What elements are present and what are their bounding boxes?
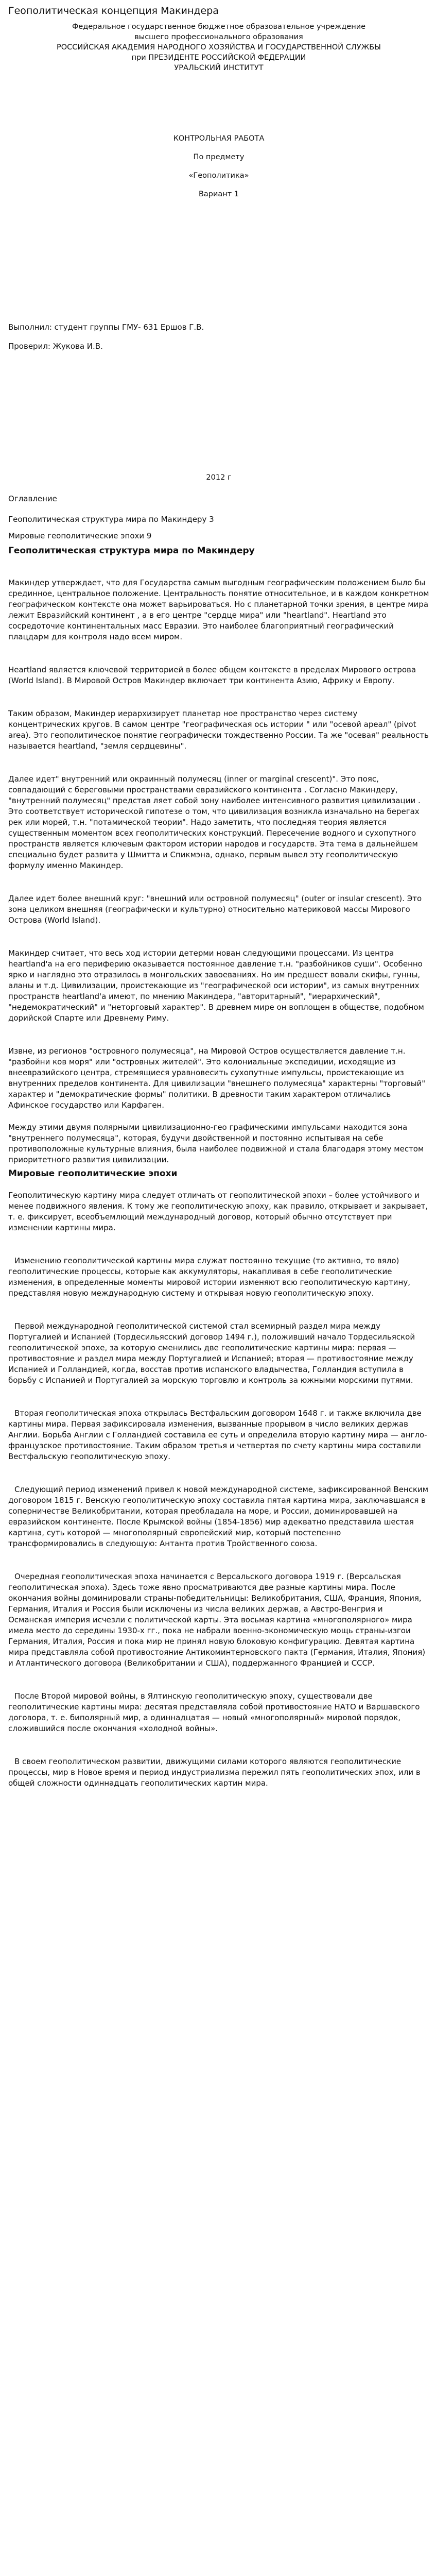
org-line: при ПРЕЗИДЕНТЕ РОССИЙСКОЙ ФЕДЕРАЦИИ <box>131 54 306 62</box>
work-type: КОНТРОЛЬНАЯ РАБОТА <box>173 134 265 143</box>
work-variant: Вариант 1 <box>198 190 239 198</box>
toc-heading: Оглавление <box>8 494 57 503</box>
paragraph: Очередная геополитическая эпоха начинается с Версальского договора 1919 г. (Версальская геополитическая эпоха). Здесь тоже явно просматриваются две разные картины мира. После окончания войны доминировали страны-победительницы: Великобритания, США, Франция, Япония, Германия, Италия и Россия были исключены из числа великих держав, а Австро-Венгрия и Османская империя исчезли с политической карты. Эта восьмая картина «многополярного» мира имела место до середины 1930-х гг., пока не набрали военно-экономическую мощь страны-изгои Германия, Италия, Россия и пока мир не принял новую блоковую конфигурацию. Девятая картина мира представляла собой противостояние Антикоминтерновского пакта (Германия, Италия, Япония) и Атлантического договора (Великобритании и США), поддержанного Францией и СССР. <box>8 1572 426 1668</box>
paragraph: В своем геополитическом развитии, движущими силами которого являются геополитические процессы, мир в Новое время и период индустриализма пережил пять геополитических эпох, или в общей сложности одиннадцать геополитических картин мира. <box>8 1757 421 1788</box>
paragraph: Извне, из регионов "островного полумесяца", на Мировой Остров осуществляется давление т.н. "разбойни ков моря" или "островных жителей". Это колониальные экспедиции, исходящие из внеевразийского центра, стремящиеся уравновесить сухопутные импульсы, проистекающие из внутренних пределов континента. Для цивилизации "внешнего полумесяца" характерны "торговый" характер и "демократические формы" политики. В древности таким характером отличались Афинское государство или Карфаген. <box>8 1046 426 1110</box>
checked-by: Проверил: Жукова И.В. <box>8 342 103 351</box>
toc-item[interactable]: Геополитическая структура мира по Макиндеру 3 <box>8 515 214 524</box>
paragraph: Далее идет более внешний круг: "внешний или островной полумесяц" (outer or insular crescent). Это зона целиком внешняя (географически и культурно) относительно материковой массы Мирового Острова (World Island). <box>8 894 422 925</box>
performed-by: Выполнил: студент группы ГМУ- 631 Ершов Г.В. <box>8 323 204 332</box>
paragraph: Далее идет" внутренний или окраинный полумесяц (inner or marginal crescent)". Это пояс, совпадающий с береговыми пространствами евразийского континента . Согласно Макиндеру, "внутренний полумесяц" представ ляет собой зону наиболее интенсивного развития цивилизации . Это соответствует исторической гипотезе о том, что цивилизация возникла изначально на берегах рек или морей, т.н. "потамической теории". Надо заметить, что последняя теория является существенным моментом всех геополитических конструкций. Пересечение водного и сухопутного пространств является ключевым фактором истории народов и государств. Эта тема в дальнейшем специально будет развита у Шмитта и Спикмэна, однако, первым вывел эту геополитическую формулу именно Макиндер. <box>8 774 421 870</box>
org-line: высшего профессионального образования <box>134 33 303 41</box>
org-line: РОССИЙСКАЯ АКАДЕМИЯ НАРОДНОГО ХОЗЯЙСТВА И ГОСУДАРСТВЕННОЙ СЛУЖБЫ <box>57 43 381 52</box>
paragraph: Heartland является ключевой территорией в более общем контексте в пределах Мирового острова (World Island). В Мировой Остров Макиндер включает три континента Азию, Африку и Европу. <box>8 665 416 685</box>
work-subject-label: По предмету <box>193 153 245 161</box>
paragraph: Геополитическую картину мира следует отличать от геополитической эпохи – более устойчивого и менее подвижного явления. К тому же геополитическую эпоху, как правило, открывает и закрывает, т. е. фиксирует, всеобъемлющий международный договор, который обычно отсутствует при изменении картины мира. <box>8 1191 428 1232</box>
title-page-organization <box>8 22 429 73</box>
title-page-year: 2012 г <box>206 473 232 482</box>
title-page-work <box>8 133 429 199</box>
toc-item[interactable]: Мировые геополитические эпохи 9 <box>8 531 152 540</box>
paragraph: Таким образом, Макиндер иерархизирует планетар ное пространство через систему концентрических кругов. В самом центре "географическая ось истории " или "осевой ареал" (pivot area). Это геополитическое понятие географически тождественно России. Та же "осевая" реальность называется heartland, "земля сердцевины". <box>8 709 429 751</box>
paragraph: Макиндер считает, что весь ход истории детерми нован следующими процессами. Из центра heartland'a на его периферию оказывается постоянное давление т.н. "разбойников суши". Особенно ярко и наглядно это отразилось в монгольских завоеваниях. Но им предшест вовали скифы, гунны, аланы и т.д. Цивилизации, проистекающие из "географической оси истории", из самых внутренних пространств heartland'a имеют, по мнению Макиндера, "авторитарный", "иерархический", "недемократический" и "неторговый характер". В древнем мире он воплощен в обществе, подобном дорийской Спарте или Древнему Риму. <box>8 948 424 1023</box>
paragraph: Первой международной геополитической системой стал всемирный раздел мира между Португалией и Испанией (Тордесильясский договор 1494 г.), положивший начало Тордесильяской геополитической эпохе, за которую сменились две геополитические картины мира: первая — противостояние и раздел мира между Португалией и Испанией; вторая — противостояние между Испанией и Голландией, когда, восстав против испанского владычества, Голландия вступила в борьбу с Испанией и Португалией за морскую торговлю и контроль за южными морскими путями. <box>8 1321 415 1385</box>
paragraph: После Второй мировой войны, в Ялтинскую геополитическую эпоху, существовали две геополитические картины мира: десятая представляла собой противостояние НАТО и Варшавского договора, т. е. биполярный мир, а одиннадцатая — новый «многополярный» мировой порядок, сложившийся после окончания «холодной войны». <box>8 1691 420 1733</box>
document-title: Геополитическая концепция Макиндера <box>8 5 219 16</box>
section-heading: Геополитическая структура мира по Макиндеру <box>8 546 255 556</box>
work-subject: «Геополитика» <box>188 172 249 180</box>
document-page <box>8 5 429 1789</box>
section-heading: Мировые геополитические эпохи <box>8 1168 178 1179</box>
paragraph: Вторая геополитическая эпоха открылась Вестфальским договором 1648 г. и также включила две картины мира. Первая зафиксировала изменения, вызванные прорывом в число великих держав Англии. Борьба Англии с Голландией составила ее суть и определила вторую картину мира — англо-французское противостояние. Таким образом третья и четвертая по счету картины мира составили Вестфальскую геополитическую эпоху. <box>8 1409 427 1461</box>
paragraph: Следующий период изменений привел к новой международной системе, зафиксированной Венским договором 1815 г. Венскую геополитическую эпоху составила пятая картина мира, заключавшаяся в соперничестве Великобритании, которая преобладала на море, и России, доминировавшей на евразийском континенте. После Крымской войны (1854-1856) мир адекватно представила шестая картина, суть которой — многополярный европейский мир, который постепенно трансформировались в следующую: Антанта против Тройственного союза. <box>8 1485 429 1548</box>
org-line: Федеральное государственное бюджетное образовательное учреждение <box>72 23 366 31</box>
paragraph: Между этими двумя полярными цивилизационно-гео графическими импульсами находится зона "внутреннего полумесяца", которая, будучи двойственной и постоянно испытывая на себе противоположные культурные влияния, была наиболее подвижной и стала благодаря этому местом приоритетного развития цивилизации. <box>8 1123 424 1164</box>
paragraph: Изменению геополитической картины мира служат постоянно текущие (то активно, то вяло) геополитические процессы, которые как аккумуляторы, накапливая в себе геополитические изменения, в определенные моменты мировой истории изменяют всю геополитическую картину, представляя новую международную систему и открывая новую геополитическую эпоху. <box>8 1256 411 1298</box>
org-line: УРАЛЬСКИЙ ИНСТИТУТ <box>174 64 264 72</box>
paragraph: Макиндер утверждает, что для Государства самым выгодным географическим положением было бы срединное, центральное положение. Центральность понятие относительное, и в каждом конкретном географическом контексте она может варьироваться. Но с планетарной точки зрения, в центре мира лежит Евразийский континент , а в его центре "сердце мира" или "heartland". Heartland это сосредоточие континентальных масс Евразии. Это наиболее благоприятный географический плацдарм для контроля надо всем миром. <box>8 578 429 641</box>
